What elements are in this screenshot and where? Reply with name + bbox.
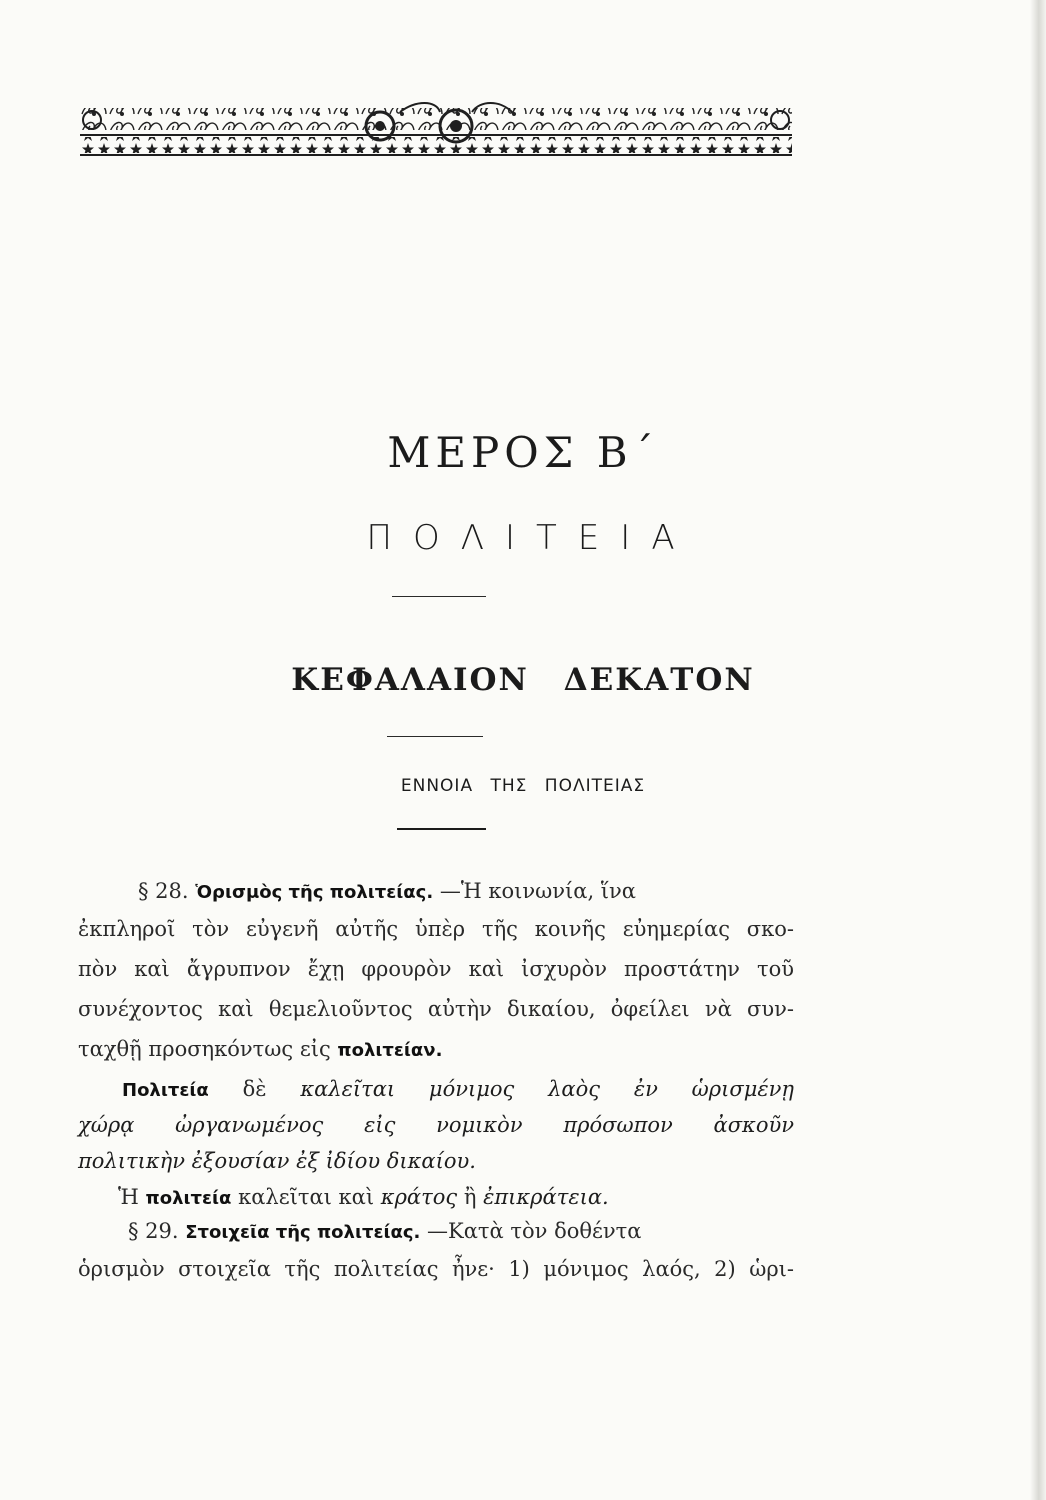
chapter-heading: ΚΕΦΑΛΑΙΟΝ ΔΕΚΑΤΟΝ	[291, 662, 755, 698]
section-concept-heading: ΕΝΝΟΙΑ ΤΗΣ ΠΟΛΙΤΕΙΑΣ	[400, 776, 646, 796]
text-run: ἢ	[463, 1185, 477, 1209]
page-edge	[1030, 0, 1046, 1500]
alternate-names-line	[78, 1182, 794, 1214]
divider-rule	[387, 736, 483, 737]
text-run: Ἡ	[118, 1185, 139, 1209]
paragraph-28-line-4: συνέχοντος καὶ θεμελιοῦντος αὐτὴν δικαίου, ὀφείλει νὰ συν-	[78, 997, 794, 1021]
section-number: § 29.	[128, 1219, 179, 1243]
definition-line-2: χώρᾳ ὠργανωμένος εἰς νομικὸν πρόσωπον ἀσκοῦν	[78, 1113, 794, 1137]
definition-line-1	[78, 1074, 794, 1106]
key-term: πολιτείαν.	[337, 1040, 443, 1061]
paragraph-28-line-2: ἐκπληροῖ τὸν εὐγενῆ αὐτῆς ὑπὲρ τῆς κοινῆς εὐημερίας σκο-	[78, 917, 794, 941]
definition-text: καλεῖται μόνιμος λαὸς ἐν ὡρισμένῃ	[300, 1077, 794, 1101]
divider-rule	[392, 596, 486, 597]
subject-heading: ΠΟΛΙΤΕΙΑ	[366, 518, 696, 558]
text-run: —Κατὰ τὸν δοθέντα	[427, 1219, 642, 1243]
text-run: —Ἡ κοινωνία, ἵνα	[439, 879, 636, 903]
paragraph-29-line-2: ὁρισμὸν στοιχεῖα τῆς πολιτείας ἦνε· 1) μόνιμος λαός, 2) ὡρι-	[78, 1257, 794, 1281]
definition-line-3: πολιτικὴν ἐξουσίαν ἐξ ἰδίου δικαίου.	[78, 1149, 476, 1173]
key-term-italic: κράτος	[380, 1185, 458, 1209]
text-run: καλεῖται καὶ	[238, 1185, 375, 1209]
section-title: Στοιχεῖα τῆς πολιτείας.	[185, 1222, 421, 1243]
part-heading: ΜΕΡΟΣ Β΄	[387, 428, 659, 477]
section-title: Ὁρισμὸς τῆς πολιτείας.	[195, 882, 434, 903]
paragraph-29-line-1	[78, 1216, 794, 1248]
text-run: ταχθῇ προσηκόντως εἰς	[78, 1037, 331, 1061]
key-term: πολιτεία	[145, 1188, 232, 1209]
text-run: δὲ	[242, 1077, 267, 1101]
section-number: § 28.	[138, 879, 189, 903]
paragraph-28-line-3: πὸν καὶ ἄγρυπνον ἔχῃ φρουρὸν καὶ ἰσχυρὸν προστάτην τοῦ	[78, 957, 794, 981]
paragraph-28-line-5	[78, 1034, 794, 1066]
key-term: Πολιτεία	[122, 1080, 209, 1101]
key-term-italic: ἐπικράτεια.	[483, 1185, 609, 1209]
divider-rule	[397, 828, 486, 830]
paragraph-28-line-1	[78, 876, 794, 908]
ornamental-headpiece	[80, 100, 792, 164]
